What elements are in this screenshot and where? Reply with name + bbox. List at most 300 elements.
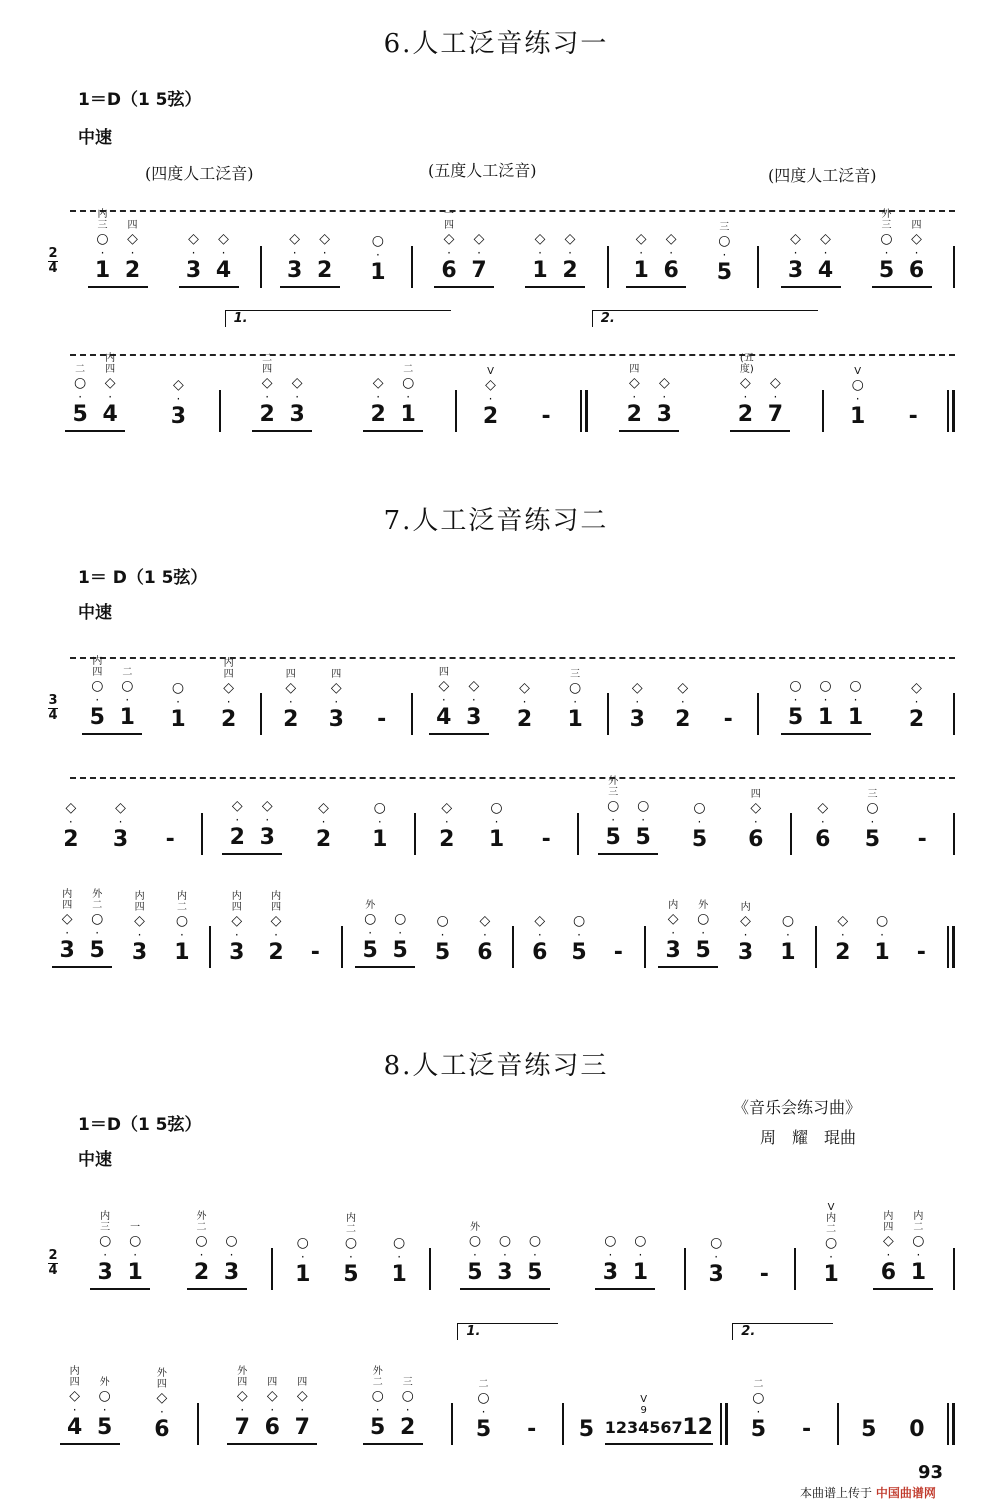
- note-number: 5: [89, 705, 105, 730]
- note-number: 2: [229, 825, 245, 850]
- fingering-label: 三: [867, 789, 878, 800]
- harmonic-circle-icon: ○: [393, 1235, 406, 1251]
- note-number: -: [541, 827, 551, 852]
- note: [816, 1202, 846, 1287]
- beam-group: [280, 231, 340, 288]
- note: [321, 669, 351, 732]
- fingering-label: 四: [911, 220, 922, 231]
- beam-group: [873, 1211, 933, 1290]
- harmonic-circle-icon: ○: [171, 680, 185, 696]
- octave-dots: ·: [483, 928, 487, 942]
- piece-title: 7.人工泛音练习二: [383, 506, 609, 536]
- fingering-label: 外二: [92, 889, 103, 911]
- beam-group: [808, 800, 838, 855]
- harmonic-diamond-icon: ◇: [261, 375, 273, 391]
- measure: [453, 1324, 561, 1445]
- harmonic-circle-icon: ○: [402, 375, 415, 391]
- note-number: 12: [682, 1415, 713, 1440]
- harmonic-diamond-icon: ◇: [790, 231, 801, 247]
- note-number: 1: [488, 827, 505, 852]
- tempo-marking: 中速: [78, 603, 112, 623]
- beam-group: [468, 1379, 498, 1445]
- harmonic-circle-icon: ○: [225, 1233, 238, 1249]
- fingering-label: 三: [402, 1377, 413, 1388]
- note: [781, 231, 811, 283]
- beam-group: [907, 828, 937, 855]
- note-number: 5: [750, 1417, 767, 1442]
- beam-group: [482, 800, 512, 855]
- note: [276, 669, 306, 732]
- fingering-label: 外: [469, 1222, 480, 1233]
- harmonic-diamond-icon: ◇: [231, 798, 243, 814]
- note: [95, 353, 125, 427]
- note-number: 6: [154, 1417, 170, 1442]
- note-number: 1: [632, 1260, 649, 1285]
- harmonic-circle-icon: ○: [718, 233, 731, 249]
- annotation: (四度人工泛音): [145, 164, 254, 183]
- note-number: 2: [439, 827, 455, 852]
- note: [287, 1377, 317, 1440]
- note: [658, 900, 688, 963]
- beam-group: [658, 900, 718, 968]
- harmonic-circle-icon: ○: [401, 1388, 414, 1404]
- time-signature-digit: 2: [48, 246, 58, 261]
- note: [760, 375, 790, 427]
- octave-dots: ·: [440, 928, 445, 942]
- beam-group: [476, 366, 506, 432]
- beam-group: [517, 1418, 547, 1445]
- note: [52, 889, 82, 963]
- note: [167, 891, 197, 965]
- note-number: 3: [466, 705, 482, 730]
- beam-group: [460, 1222, 550, 1290]
- harmonic-diamond-icon: ◇: [291, 375, 303, 391]
- note-number: 3: [665, 938, 681, 963]
- harmonic-diamond-icon: ◇: [770, 375, 781, 391]
- beam-group: [222, 798, 282, 855]
- fingering-label: 外: [698, 900, 709, 911]
- note-number: 1: [874, 940, 890, 965]
- score-system: [40, 311, 955, 432]
- fingering-label: 二: [478, 1379, 489, 1390]
- fingering-label: 内二: [176, 891, 187, 913]
- note-number: -: [541, 404, 551, 429]
- note: [743, 1379, 773, 1442]
- beam-group: [252, 353, 312, 432]
- measure: [431, 1180, 684, 1290]
- harmonic-circle-icon: ○: [637, 798, 650, 814]
- octave-dots: ·: [199, 1248, 204, 1262]
- note: [460, 1222, 490, 1285]
- beam-group: [531, 828, 561, 855]
- octave-dots: ·: [477, 246, 481, 260]
- note-number: 1: [910, 1260, 927, 1285]
- note-number: 2: [562, 258, 578, 283]
- fingering-label: V内二: [826, 1202, 837, 1235]
- octave-dots: ·: [180, 928, 184, 942]
- octave-dots: ·: [406, 390, 411, 404]
- note-number: 5: [861, 1417, 877, 1442]
- note: [701, 1235, 731, 1287]
- beam-group: [261, 891, 291, 968]
- note-number: 3: [737, 940, 754, 965]
- harmonic-diamond-icon: ◇: [443, 231, 455, 247]
- note-number: 2: [124, 258, 141, 283]
- harmonic-circle-icon: ○: [710, 1235, 723, 1251]
- note-number: 1: [817, 705, 834, 730]
- note: [432, 800, 462, 852]
- note-number: 1: [170, 707, 186, 732]
- harmonic-circle-icon: ○: [781, 913, 795, 929]
- harmonic-diamond-icon: ◇: [485, 377, 496, 393]
- note-number: 5: [605, 825, 621, 850]
- octave-dots: ·: [292, 246, 297, 260]
- note: [792, 1418, 822, 1442]
- note: [808, 800, 838, 852]
- octave-dots: ·: [641, 813, 646, 827]
- beam-group: [52, 889, 112, 968]
- octave-dots: ·: [697, 815, 702, 829]
- harmonic-circle-icon: ○: [634, 1233, 647, 1249]
- fingering-label: 三: [719, 222, 730, 233]
- measure: [564, 1335, 721, 1445]
- measure: [792, 745, 953, 855]
- beam-group: [713, 708, 743, 735]
- harmonic-circle-icon: ○: [880, 231, 893, 247]
- beam-group: [363, 233, 393, 288]
- octave-dots: ·: [855, 392, 860, 406]
- beam-group: [429, 667, 489, 735]
- octave-dots: ·: [853, 693, 858, 707]
- key-signature: 1＝D（1 5弦）: [78, 1115, 202, 1135]
- note-number: 1: [370, 260, 386, 285]
- score-system: [40, 745, 955, 855]
- measure: [343, 858, 512, 968]
- note-number: 1234567: [604, 1418, 683, 1437]
- note: [363, 375, 393, 427]
- beam-group: [730, 353, 790, 432]
- note: [261, 891, 291, 965]
- octave-dots: ·: [829, 1250, 833, 1264]
- note: [147, 1368, 177, 1442]
- note: [555, 231, 585, 283]
- note: [907, 828, 937, 852]
- volta-bracket: 1.: [225, 310, 451, 327]
- beam-group: [684, 800, 714, 855]
- measure: [40, 322, 219, 432]
- note-number: 1: [567, 707, 583, 732]
- measure: [413, 178, 607, 288]
- volta-bracket: 2.: [732, 1323, 832, 1340]
- note: [906, 941, 936, 965]
- harmonic-diamond-icon: ◇: [104, 375, 116, 391]
- note-number: 3: [170, 404, 187, 429]
- fingering-label: 内四: [883, 1211, 894, 1233]
- measure: [588, 311, 822, 432]
- beam-group: [60, 1366, 120, 1445]
- note-number: 3: [259, 825, 275, 850]
- fingering-label: 四: [127, 220, 138, 231]
- note: [811, 231, 841, 283]
- note-number: 5: [864, 827, 881, 852]
- note-number: 3: [131, 940, 148, 965]
- note-number: 2: [268, 940, 284, 965]
- octave-dots: ·: [229, 1248, 234, 1262]
- harmonic-diamond-icon: ◇: [750, 800, 762, 816]
- harmonic-diamond-icon: ◇: [236, 1388, 248, 1404]
- beam-group: [668, 680, 698, 735]
- note-number: 1: [94, 258, 111, 283]
- measure: [40, 858, 209, 968]
- beam-group: [843, 366, 873, 432]
- beam-group: [773, 913, 803, 968]
- harmonic-diamond-icon: ◇: [911, 231, 922, 247]
- octave-dots: ·: [886, 1248, 891, 1262]
- note-number: 3: [229, 940, 245, 965]
- key-signature: 1＝ D（1 5弦）: [78, 568, 208, 588]
- note-number: 5: [635, 825, 651, 850]
- note: [595, 1233, 625, 1285]
- note-number: 5: [571, 940, 587, 965]
- note: [564, 913, 594, 965]
- note: [520, 1233, 550, 1285]
- note-number: 3: [708, 1262, 724, 1287]
- note: [365, 800, 395, 852]
- harmonic-diamond-icon: ◇: [296, 1388, 308, 1404]
- octave-dots: ·: [914, 695, 919, 709]
- note: [482, 800, 512, 852]
- octave-dots: ·: [288, 695, 293, 709]
- octave-dots: ·: [130, 246, 135, 260]
- harmonic-circle-icon: ○: [851, 377, 864, 393]
- beam-group: [898, 405, 928, 432]
- note-number: 5: [96, 1415, 113, 1440]
- harmonic-circle-icon: ○: [129, 1233, 142, 1249]
- beam-group: [560, 669, 590, 735]
- beam-group: [363, 364, 423, 432]
- measure: [759, 625, 953, 735]
- score-system: [40, 1324, 955, 1445]
- octave-dots: ·: [753, 815, 758, 829]
- octave-dots: ·: [537, 928, 542, 942]
- measure: [759, 178, 953, 288]
- octave-dots: ·: [671, 926, 676, 940]
- note: [476, 366, 506, 429]
- measure: [646, 858, 815, 968]
- measure: [273, 1180, 430, 1290]
- octave-dots: ·: [234, 928, 239, 942]
- note-number: 5: [392, 938, 408, 963]
- note-number: 7: [471, 258, 487, 283]
- watermark-brand: 中国曲谱网: [875, 1486, 936, 1500]
- octave-dots: ·: [137, 928, 142, 942]
- measure: [211, 858, 341, 968]
- harmonic-circle-icon: ○: [98, 1388, 111, 1404]
- beam-group: [309, 800, 339, 855]
- octave-dots: ·: [405, 1403, 410, 1417]
- harmonic-diamond-icon: ◇: [438, 678, 450, 694]
- note: [179, 231, 209, 283]
- note: [82, 656, 112, 730]
- beam-group: [336, 1213, 366, 1290]
- beam-group: [598, 776, 658, 855]
- beam-group: [88, 209, 148, 288]
- octave-dots: ·: [118, 815, 123, 829]
- note: [56, 800, 86, 852]
- note: [709, 222, 739, 285]
- note-number: 6: [532, 940, 548, 965]
- harmonic-diamond-icon: ◇: [61, 911, 73, 927]
- note-number: 2: [370, 402, 386, 427]
- note: [363, 1366, 393, 1440]
- octave-dots: ·: [103, 1248, 108, 1262]
- beam-group: [781, 231, 841, 288]
- note: [60, 1366, 90, 1440]
- measure: [221, 311, 455, 432]
- harmonic-diamond-icon: ◇: [318, 800, 329, 816]
- octave-dots: ·: [669, 246, 674, 260]
- beam-group: [709, 222, 739, 288]
- note-number: 7: [767, 402, 784, 427]
- beam-group: [571, 1418, 601, 1445]
- harmonic-diamond-icon: ◇: [319, 231, 331, 247]
- fingering-label: 外三: [608, 776, 619, 798]
- note: [531, 405, 561, 429]
- octave-dots: ·: [133, 1248, 138, 1262]
- harmonic-diamond-icon: ◇: [479, 913, 491, 929]
- note: [222, 798, 252, 850]
- note-number: -: [916, 940, 926, 965]
- harmonic-circle-icon: ○: [91, 911, 104, 927]
- octave-dots: ·: [473, 1248, 477, 1262]
- note-number: 5: [578, 1417, 595, 1442]
- octave-dots: ·: [823, 246, 828, 260]
- measure: [262, 178, 411, 288]
- note-number: 6: [748, 827, 764, 852]
- note-number: 3: [223, 1260, 240, 1285]
- octave-dots: ·: [577, 928, 581, 942]
- harmonic-diamond-icon: ◇: [534, 231, 546, 247]
- beam-group: [470, 913, 500, 968]
- measure: [262, 625, 411, 735]
- composer: 周 耀 琨曲: [760, 1128, 857, 1147]
- harmonic-diamond-icon: ◇: [820, 231, 831, 247]
- octave-dots: ·: [376, 390, 381, 404]
- octave-dots: ·: [265, 813, 270, 827]
- note: [902, 680, 932, 732]
- note-number: 4: [817, 258, 834, 283]
- fingering-label: 四: [750, 789, 761, 800]
- octave-dots: ·: [722, 248, 727, 262]
- fingering-label: 三: [570, 669, 581, 680]
- note: [781, 678, 811, 730]
- note-number: 6: [815, 827, 831, 852]
- note-number: 3: [97, 1260, 113, 1285]
- note-number: 3: [59, 938, 75, 963]
- barline: [953, 693, 955, 735]
- harmonic-circle-icon: ○: [604, 1233, 617, 1249]
- note: [252, 353, 282, 427]
- note-number: 4: [102, 402, 118, 427]
- beam-group: [509, 680, 539, 735]
- fingering-label: 二: [122, 667, 133, 678]
- time-signature-digit: 3: [48, 693, 58, 708]
- beam-group: [595, 1233, 655, 1290]
- harmonic-circle-icon: ○: [344, 1235, 358, 1251]
- octave-dots: ·: [68, 815, 73, 829]
- harmonic-diamond-icon: ◇: [473, 231, 485, 247]
- harmonic-diamond-icon: ◇: [127, 231, 138, 247]
- note-number: 5: [475, 1417, 492, 1442]
- beam-group: [56, 800, 86, 855]
- note: [106, 800, 136, 852]
- beam-group: [321, 669, 351, 735]
- note: [257, 1377, 287, 1440]
- note-number: 6: [477, 940, 493, 965]
- harmonic-diamond-icon: ◇: [134, 913, 145, 929]
- score-system: [40, 858, 955, 968]
- note: [336, 1213, 366, 1287]
- note: [288, 1235, 318, 1287]
- beam-group: [622, 680, 652, 735]
- measure: [817, 858, 947, 968]
- octave-dots: ·: [398, 926, 403, 940]
- beam-group: [781, 678, 871, 735]
- harmonic-diamond-icon: ◇: [372, 375, 384, 391]
- harmonic-circle-icon: ○: [912, 1233, 925, 1249]
- fingering-label: 外四: [156, 1368, 167, 1390]
- note-number: -: [759, 1262, 769, 1287]
- fingering-label: 一: [130, 1222, 141, 1233]
- note: [622, 680, 652, 732]
- harmonic-diamond-icon: ◇: [628, 375, 640, 391]
- note-number: 5: [527, 1260, 543, 1285]
- note: [252, 798, 282, 850]
- octave-dots: ·: [481, 1405, 486, 1419]
- octave-dots: ·: [375, 248, 380, 262]
- measure: [579, 745, 790, 855]
- beam-group: [828, 913, 858, 968]
- octave-dots: ·: [820, 815, 825, 829]
- fingering-label: 内二: [345, 1213, 356, 1235]
- octave-dots: ·: [488, 392, 493, 406]
- watermark-text: 本曲谱上传于: [800, 1486, 873, 1500]
- note: [90, 1211, 120, 1285]
- beam-group: [222, 891, 252, 968]
- fingering-label: 外三: [881, 209, 892, 231]
- octave-dots: ·: [573, 695, 578, 709]
- octave-dots: ·: [265, 390, 270, 404]
- note: [872, 209, 902, 283]
- note-number: 6: [663, 258, 679, 283]
- note-number: 3: [185, 258, 202, 283]
- barline: [953, 246, 955, 288]
- end-barline: [947, 926, 955, 968]
- beam-group: [701, 1235, 731, 1290]
- note: [393, 364, 423, 427]
- beam-group: [749, 1263, 779, 1290]
- beam-group: [288, 1235, 318, 1290]
- page-number: 93: [918, 1462, 944, 1483]
- end-barline: [947, 390, 955, 432]
- fingering-label: 内四: [271, 891, 282, 913]
- note: [464, 231, 494, 283]
- note: [88, 209, 118, 283]
- time-signature-digit: 4: [48, 1263, 58, 1278]
- octave-dots: ·: [701, 926, 706, 940]
- harmonic-diamond-icon: ◇: [468, 678, 480, 694]
- note-number: 1: [372, 827, 388, 852]
